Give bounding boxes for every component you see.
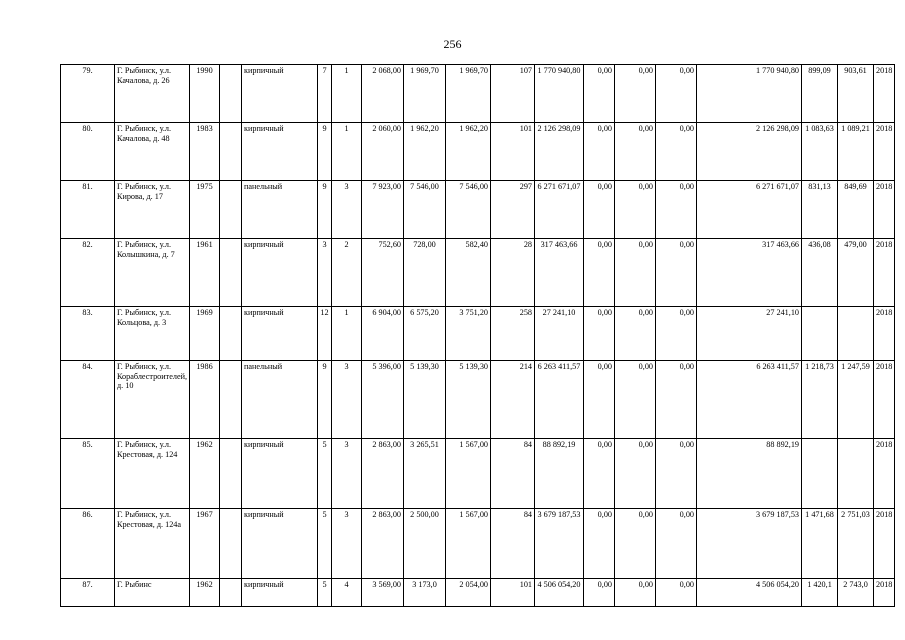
empty-cell <box>220 239 242 307</box>
residents-cell: 28 <box>491 239 535 307</box>
cost-per-m2-cell: 1 420,1 <box>802 579 838 607</box>
year-built-cell: 1962 <box>190 439 220 509</box>
cost-total-cell: 4 506 054,20 <box>535 579 584 607</box>
residential-area-cell: 3 751,20 <box>446 307 491 361</box>
cost-sum-cell: 3 679 187,53 <box>697 509 802 579</box>
living-area-cell: 2 500,00 <box>404 509 446 579</box>
cost-sum-cell: 1 770 940,80 <box>697 65 802 123</box>
fund-cell: 0,00 <box>615 439 656 509</box>
residents-cell: 101 <box>491 123 535 181</box>
residents-cell: 107 <box>491 65 535 123</box>
wall-material-cell: кирпичный <box>242 509 318 579</box>
fund-cell: 0,00 <box>584 307 615 361</box>
fund-cell: 0,00 <box>615 307 656 361</box>
total-area-cell: 3 569,00 <box>362 579 404 607</box>
fund-cell: 0,00 <box>656 239 697 307</box>
year-built-cell: 1962 <box>190 579 220 607</box>
residential-area-cell: 582,40 <box>446 239 491 307</box>
total-area-cell: 2 863,00 <box>362 509 404 579</box>
limit-cost-cell: 2 751,03 <box>838 509 874 579</box>
address-cell: Г. Рыбинск, у.л. Кораблестроителей, д. 10 <box>115 361 190 439</box>
total-area-cell: 2 068,00 <box>362 65 404 123</box>
address-cell: Г. Рыбинск, у.л. Качалова, д. 48 <box>115 123 190 181</box>
cost-per-m2-cell: 436,08 <box>802 239 838 307</box>
empty-cell <box>220 579 242 607</box>
floors-cell: 9 <box>318 181 332 239</box>
floors-cell: 7 <box>318 65 332 123</box>
wall-material-cell: панельный <box>242 181 318 239</box>
page-number: 256 <box>443 37 462 51</box>
entrances-cell: 1 <box>332 307 362 361</box>
cost-per-m2-cell: 1 218,73 <box>802 361 838 439</box>
floors-cell: 5 <box>318 439 332 509</box>
table-row <box>61 239 895 307</box>
empty-cell <box>220 439 242 509</box>
limit-cost-cell <box>838 307 874 361</box>
address-cell: Г. Рыбинс <box>115 579 190 607</box>
year-built-cell: 1975 <box>190 181 220 239</box>
row-number: 82. <box>61 239 115 307</box>
empty-cell <box>220 307 242 361</box>
fund-cell: 0,00 <box>615 65 656 123</box>
row-number: 79. <box>61 65 115 123</box>
address-cell: Г. Рыбинск, у.л. Крестовая, д. 124а <box>115 509 190 579</box>
residential-area-cell: 1 567,00 <box>446 439 491 509</box>
table-row <box>61 509 895 579</box>
address-cell: Г. Рыбинск, у.л. Крестовая, д. 124 <box>115 439 190 509</box>
residential-area-cell: 1 962,20 <box>446 123 491 181</box>
total-area-cell: 5 396,00 <box>362 361 404 439</box>
wall-material-cell: кирпичный <box>242 123 318 181</box>
residents-cell: 258 <box>491 307 535 361</box>
cost-per-m2-cell: 899,09 <box>802 65 838 123</box>
row-number: 84. <box>61 361 115 439</box>
residents-cell: 101 <box>491 579 535 607</box>
cost-sum-cell: 317 463,66 <box>697 239 802 307</box>
address-cell: Г. Рыбинск, у.л. Кольцова, д. 3 <box>115 307 190 361</box>
cost-total-cell: 27 241,10 <box>535 307 584 361</box>
floors-cell: 5 <box>318 509 332 579</box>
limit-cost-cell: 1 247,59 <box>838 361 874 439</box>
fund-cell: 0,00 <box>656 123 697 181</box>
cost-sum-cell: 6 263 411,57 <box>697 361 802 439</box>
entrances-cell: 4 <box>332 579 362 607</box>
row-number: 85. <box>61 439 115 509</box>
residential-area-cell: 2 054,00 <box>446 579 491 607</box>
limit-cost-cell: 2 743,0 <box>838 579 874 607</box>
fund-cell: 0,00 <box>615 579 656 607</box>
cost-per-m2-cell <box>802 439 838 509</box>
fund-cell: 0,00 <box>584 439 615 509</box>
plan-year-cell: 2018 <box>874 307 895 361</box>
empty-cell <box>220 65 242 123</box>
fund-cell: 0,00 <box>584 65 615 123</box>
living-area-cell: 3 265,51 <box>404 439 446 509</box>
residential-area-cell: 7 546,00 <box>446 181 491 239</box>
total-area-cell: 2 060,00 <box>362 123 404 181</box>
empty-cell <box>220 361 242 439</box>
living-area-cell: 7 546,00 <box>404 181 446 239</box>
entrances-cell: 3 <box>332 361 362 439</box>
floors-cell: 12 <box>318 307 332 361</box>
residential-area-cell: 1 969,70 <box>446 65 491 123</box>
cost-total-cell: 88 892,19 <box>535 439 584 509</box>
entrances-cell: 1 <box>332 65 362 123</box>
floors-cell: 3 <box>318 239 332 307</box>
table-row <box>61 123 895 181</box>
living-area-cell: 1 962,20 <box>404 123 446 181</box>
fund-cell: 0,00 <box>615 239 656 307</box>
floors-cell: 9 <box>318 123 332 181</box>
total-area-cell: 752,60 <box>362 239 404 307</box>
total-area-cell: 6 904,00 <box>362 307 404 361</box>
entrances-cell: 2 <box>332 239 362 307</box>
cost-sum-cell: 4 506 054,20 <box>697 579 802 607</box>
wall-material-cell: кирпичный <box>242 307 318 361</box>
floors-cell: 5 <box>318 579 332 607</box>
fund-cell: 0,00 <box>656 509 697 579</box>
plan-year-cell: 2018 <box>874 361 895 439</box>
wall-material-cell: кирпичный <box>242 239 318 307</box>
cost-total-cell: 1 770 940,80 <box>535 65 584 123</box>
cost-total-cell: 317 463,66 <box>535 239 584 307</box>
fund-cell: 0,00 <box>615 181 656 239</box>
cost-sum-cell: 88 892,19 <box>697 439 802 509</box>
limit-cost-cell: 479,00 <box>838 239 874 307</box>
row-number: 86. <box>61 509 115 579</box>
residential-area-cell: 5 139,30 <box>446 361 491 439</box>
address-cell: Г. Рыбинск, у.л. Колышкина, д. 7 <box>115 239 190 307</box>
cost-per-m2-cell <box>802 307 838 361</box>
table-row <box>61 307 895 361</box>
cost-total-cell: 6 271 671,07 <box>535 181 584 239</box>
wall-material-cell: кирпичный <box>242 65 318 123</box>
plan-year-cell: 2018 <box>874 439 895 509</box>
fund-cell: 0,00 <box>584 123 615 181</box>
fund-cell: 0,00 <box>656 439 697 509</box>
fund-cell: 0,00 <box>584 361 615 439</box>
fund-cell: 0,00 <box>584 509 615 579</box>
year-built-cell: 1969 <box>190 307 220 361</box>
limit-cost-cell: 1 089,21 <box>838 123 874 181</box>
year-built-cell: 1967 <box>190 509 220 579</box>
table-row <box>61 439 895 509</box>
empty-cell <box>220 181 242 239</box>
plan-year-cell: 2018 <box>874 123 895 181</box>
residents-cell: 84 <box>491 509 535 579</box>
total-area-cell: 2 863,00 <box>362 439 404 509</box>
residential-area-cell: 1 567,00 <box>446 509 491 579</box>
fund-cell: 0,00 <box>615 509 656 579</box>
fund-cell: 0,00 <box>584 239 615 307</box>
residents-cell: 297 <box>491 181 535 239</box>
living-area-cell: 1 969,70 <box>404 65 446 123</box>
fund-cell: 0,00 <box>656 307 697 361</box>
plan-year-cell: 2018 <box>874 579 895 607</box>
cost-total-cell: 3 679 187,53 <box>535 509 584 579</box>
empty-cell <box>220 509 242 579</box>
row-number: 81. <box>61 181 115 239</box>
wall-material-cell: кирпичный <box>242 439 318 509</box>
address-cell: Г. Рыбинск, у.л. Качалова, д. 26 <box>115 65 190 123</box>
cost-per-m2-cell: 1 471,68 <box>802 509 838 579</box>
cost-sum-cell: 27 241,10 <box>697 307 802 361</box>
fund-cell: 0,00 <box>615 361 656 439</box>
cost-per-m2-cell: 1 083,63 <box>802 123 838 181</box>
living-area-cell: 5 139,30 <box>404 361 446 439</box>
row-number: 83. <box>61 307 115 361</box>
fund-cell: 0,00 <box>656 361 697 439</box>
plan-year-cell: 2018 <box>874 65 895 123</box>
entrances-cell: 3 <box>332 439 362 509</box>
table-row <box>61 65 895 123</box>
total-area-cell: 7 923,00 <box>362 181 404 239</box>
year-built-cell: 1983 <box>190 123 220 181</box>
living-area-cell: 6 575,20 <box>404 307 446 361</box>
address-cell: Г. Рыбинск, у.л. Кирова, д. 17 <box>115 181 190 239</box>
year-built-cell: 1961 <box>190 239 220 307</box>
limit-cost-cell <box>838 439 874 509</box>
year-built-cell: 1986 <box>190 361 220 439</box>
plan-year-cell: 2018 <box>874 509 895 579</box>
row-number: 80. <box>61 123 115 181</box>
floors-cell: 9 <box>318 361 332 439</box>
fund-cell: 0,00 <box>584 181 615 239</box>
empty-cell <box>220 123 242 181</box>
entrances-cell: 3 <box>332 509 362 579</box>
entrances-cell: 3 <box>332 181 362 239</box>
fund-cell: 0,00 <box>615 123 656 181</box>
fund-cell: 0,00 <box>656 65 697 123</box>
cost-per-m2-cell: 831,13 <box>802 181 838 239</box>
living-area-cell: 728,00 <box>404 239 446 307</box>
entrances-cell: 1 <box>332 123 362 181</box>
table-row <box>61 361 895 439</box>
row-number: 87. <box>61 579 115 607</box>
residents-cell: 214 <box>491 361 535 439</box>
wall-material-cell: кирпичный <box>242 579 318 607</box>
table-row <box>61 579 895 607</box>
wall-material-cell: панельный <box>242 361 318 439</box>
plan-year-cell: 2018 <box>874 181 895 239</box>
fund-cell: 0,00 <box>656 579 697 607</box>
cost-total-cell: 2 126 298,09 <box>535 123 584 181</box>
living-area-cell: 3 173,0 <box>404 579 446 607</box>
cost-sum-cell: 6 271 671,07 <box>697 181 802 239</box>
table-body <box>61 65 895 607</box>
cost-total-cell: 6 263 411,57 <box>535 361 584 439</box>
plan-year-cell: 2018 <box>874 239 895 307</box>
fund-cell: 0,00 <box>584 579 615 607</box>
limit-cost-cell: 903,61 <box>838 65 874 123</box>
cost-sum-cell: 2 126 298,09 <box>697 123 802 181</box>
year-built-cell: 1990 <box>190 65 220 123</box>
residents-cell: 84 <box>491 439 535 509</box>
limit-cost-cell: 849,69 <box>838 181 874 239</box>
table-row <box>61 181 895 239</box>
fund-cell: 0,00 <box>656 181 697 239</box>
housing-registry-table <box>60 64 895 607</box>
